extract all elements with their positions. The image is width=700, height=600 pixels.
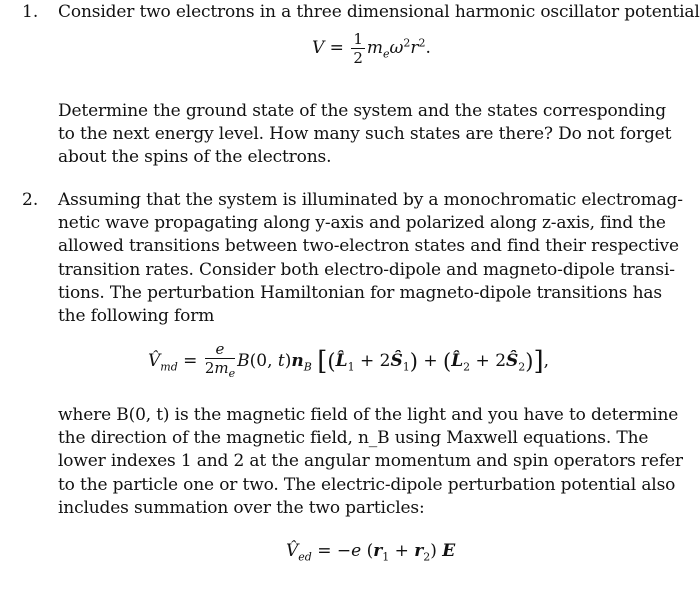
item-2-body2-line: includes summation over the two particles: <box>58 497 425 518</box>
item-1-intro-line: Consider two electrons in a three dimensional harmonic oscillator potential <box>58 2 700 22</box>
fraction-e-over-2me: $\frac{e}{2m_e}$ <box>204 340 236 380</box>
fraction-one-half: $\frac{1}{2}$ <box>353 30 363 67</box>
item-1-number: 1. <box>22 2 39 22</box>
item-2-number: 2. <box>22 190 39 210</box>
equation-potential: V = $\frac{1}{2}$ $m_e\omega^2r^2$. <box>312 30 431 67</box>
item-2-body-line: the following form <box>58 306 215 327</box>
item-2-body2-line: where B(0, t) is the magnetic field of the light and you have to determine <box>58 405 679 425</box>
item-2-body <box>58 189 686 328</box>
item-2-body-line: Assuming that the system is illuminated by a monochromatic electromag- <box>58 190 683 210</box>
item-1-body-line: Determine the ground state of the system and the states corresponding <box>58 101 666 121</box>
item-2-body2-line: the direction of the magnetic field, n_B using Maxwell equations. The <box>58 428 649 449</box>
item-2-body-line: transition rates. Consider both electro-dipole and magneto-dipole transi- <box>58 259 675 280</box>
item-1-body-line: about the spins of the electrons. <box>58 147 332 168</box>
item-2-body-continued <box>58 404 686 520</box>
item-1-body <box>58 100 686 170</box>
equation-electric-dipole: $V̂_{ed} = -e$ $(r_1 + r_2)$ E <box>286 541 456 564</box>
item-1-body-line: to the next energy level. How many such states are there? Do not forget <box>58 124 672 145</box>
item-1-intro <box>58 1 700 24</box>
item-2-body2-line: to the particle one or two. The electric-dipole perturbation potential also <box>58 474 676 495</box>
item-2-body2-line: lower indexes 1 and 2 at the angular momentum and spin operators refer <box>58 451 683 472</box>
equation-magneto-dipole: $V̂_{md}$ = $\frac{e}{2m_e}$ B(0, $t)n_B$ [($L̂_1$ + $2Ŝ_1$) + ($L̂_2$ + $2Ŝ_2$)], <box>148 340 549 383</box>
item-2-body-line: tions. The perturbation Hamiltonian for magneto-dipole transitions has <box>58 282 662 303</box>
item-2-body-line: netic wave propagating along y-axis and polarized along z-axis, find the <box>58 213 666 234</box>
item-2-body-line: allowed transitions between two-electron states and find their respective <box>58 236 679 257</box>
